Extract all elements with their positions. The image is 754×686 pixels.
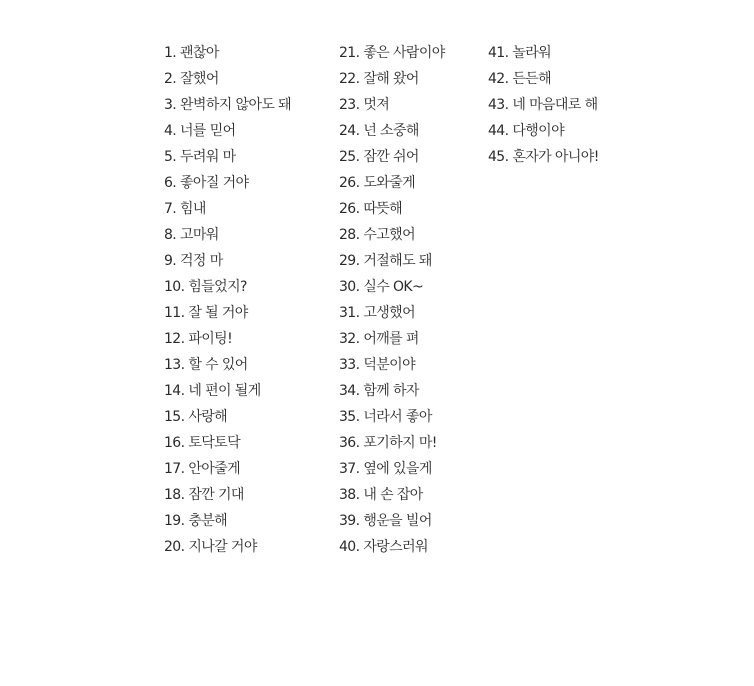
phrase-item: 22. 잘해 왔어 (339, 71, 419, 87)
phrase-item: 35. 너라서 좋아 (339, 409, 432, 425)
phrase-item: 2. 잘했어 (164, 71, 219, 87)
phrase-item: 6. 좋아질 거야 (164, 175, 249, 191)
phrase-item: 26. 도와줄게 (339, 175, 416, 191)
phrase-item: 42. 든든해 (488, 71, 552, 87)
phrase-item: 41. 놀라워 (488, 45, 552, 61)
phrase-item: 17. 안아줄게 (164, 461, 241, 477)
phrase-item: 13. 할 수 있어 (164, 357, 248, 373)
phrase-item: 16. 토닥토닥 (164, 435, 241, 451)
phrase-item: 20. 지나갈 거야 (164, 539, 257, 555)
phrase-column-2 (339, 40, 484, 560)
phrase-item: 36. 포기하지 마! (339, 435, 437, 451)
phrase-item: 4. 너를 믿어 (164, 123, 236, 139)
phrase-item: 38. 내 손 잡아 (339, 487, 423, 503)
phrase-item: 19. 충분해 (164, 513, 228, 529)
phrase-item: 33. 덕분이야 (339, 357, 416, 373)
phrase-item: 32. 어깨를 펴 (339, 331, 419, 347)
phrase-column-1 (164, 40, 334, 560)
phrase-item: 14. 네 편이 될게 (164, 383, 261, 399)
phrase-item: 29. 거절해도 돼 (339, 253, 432, 269)
phrase-item: 8. 고마워 (164, 227, 219, 243)
phrase-item: 31. 고생했어 (339, 305, 416, 321)
phrase-item: 43. 네 마음대로 해 (488, 97, 598, 113)
phrase-item: 24. 넌 소중해 (339, 123, 419, 139)
phrase-item: 40. 자랑스러워 (339, 539, 428, 555)
phrase-item: 39. 행운을 빌어 (339, 513, 432, 529)
phrase-item: 45. 혼자가 아니야! (488, 149, 599, 165)
phrase-item: 25. 잠깐 쉬어 (339, 149, 419, 165)
phrase-item: 30. 실수 OK~ (339, 279, 424, 295)
phrase-item: 15. 사랑해 (164, 409, 228, 425)
phrase-item: 9. 걱정 마 (164, 253, 223, 269)
phrase-item: 3. 완벽하지 않아도 돼 (164, 97, 292, 113)
phrase-item: 18. 잠깐 기대 (164, 487, 244, 503)
phrase-item: 5. 두려워 마 (164, 149, 236, 165)
phrase-item: 26. 따뜻해 (339, 201, 403, 217)
phrase-item: 21. 좋은 사람이야 (339, 45, 445, 61)
phrase-item: 34. 함께 하자 (339, 383, 419, 399)
phrase-item: 7. 힘내 (164, 201, 206, 217)
phrase-item: 28. 수고했어 (339, 227, 416, 243)
phrase-item: 11. 잘 될 거야 (164, 305, 248, 321)
phrase-column-3 (488, 40, 633, 170)
phrase-item: 10. 힘들었지? (164, 279, 247, 295)
phrase-item: 1. 괜찮아 (164, 45, 219, 61)
phrase-item: 44. 다행이야 (488, 123, 565, 139)
phrase-item: 12. 파이팅! (164, 331, 233, 347)
phrase-item: 37. 옆에 있을게 (339, 461, 432, 477)
phrase-item: 23. 멋져 (339, 97, 390, 113)
